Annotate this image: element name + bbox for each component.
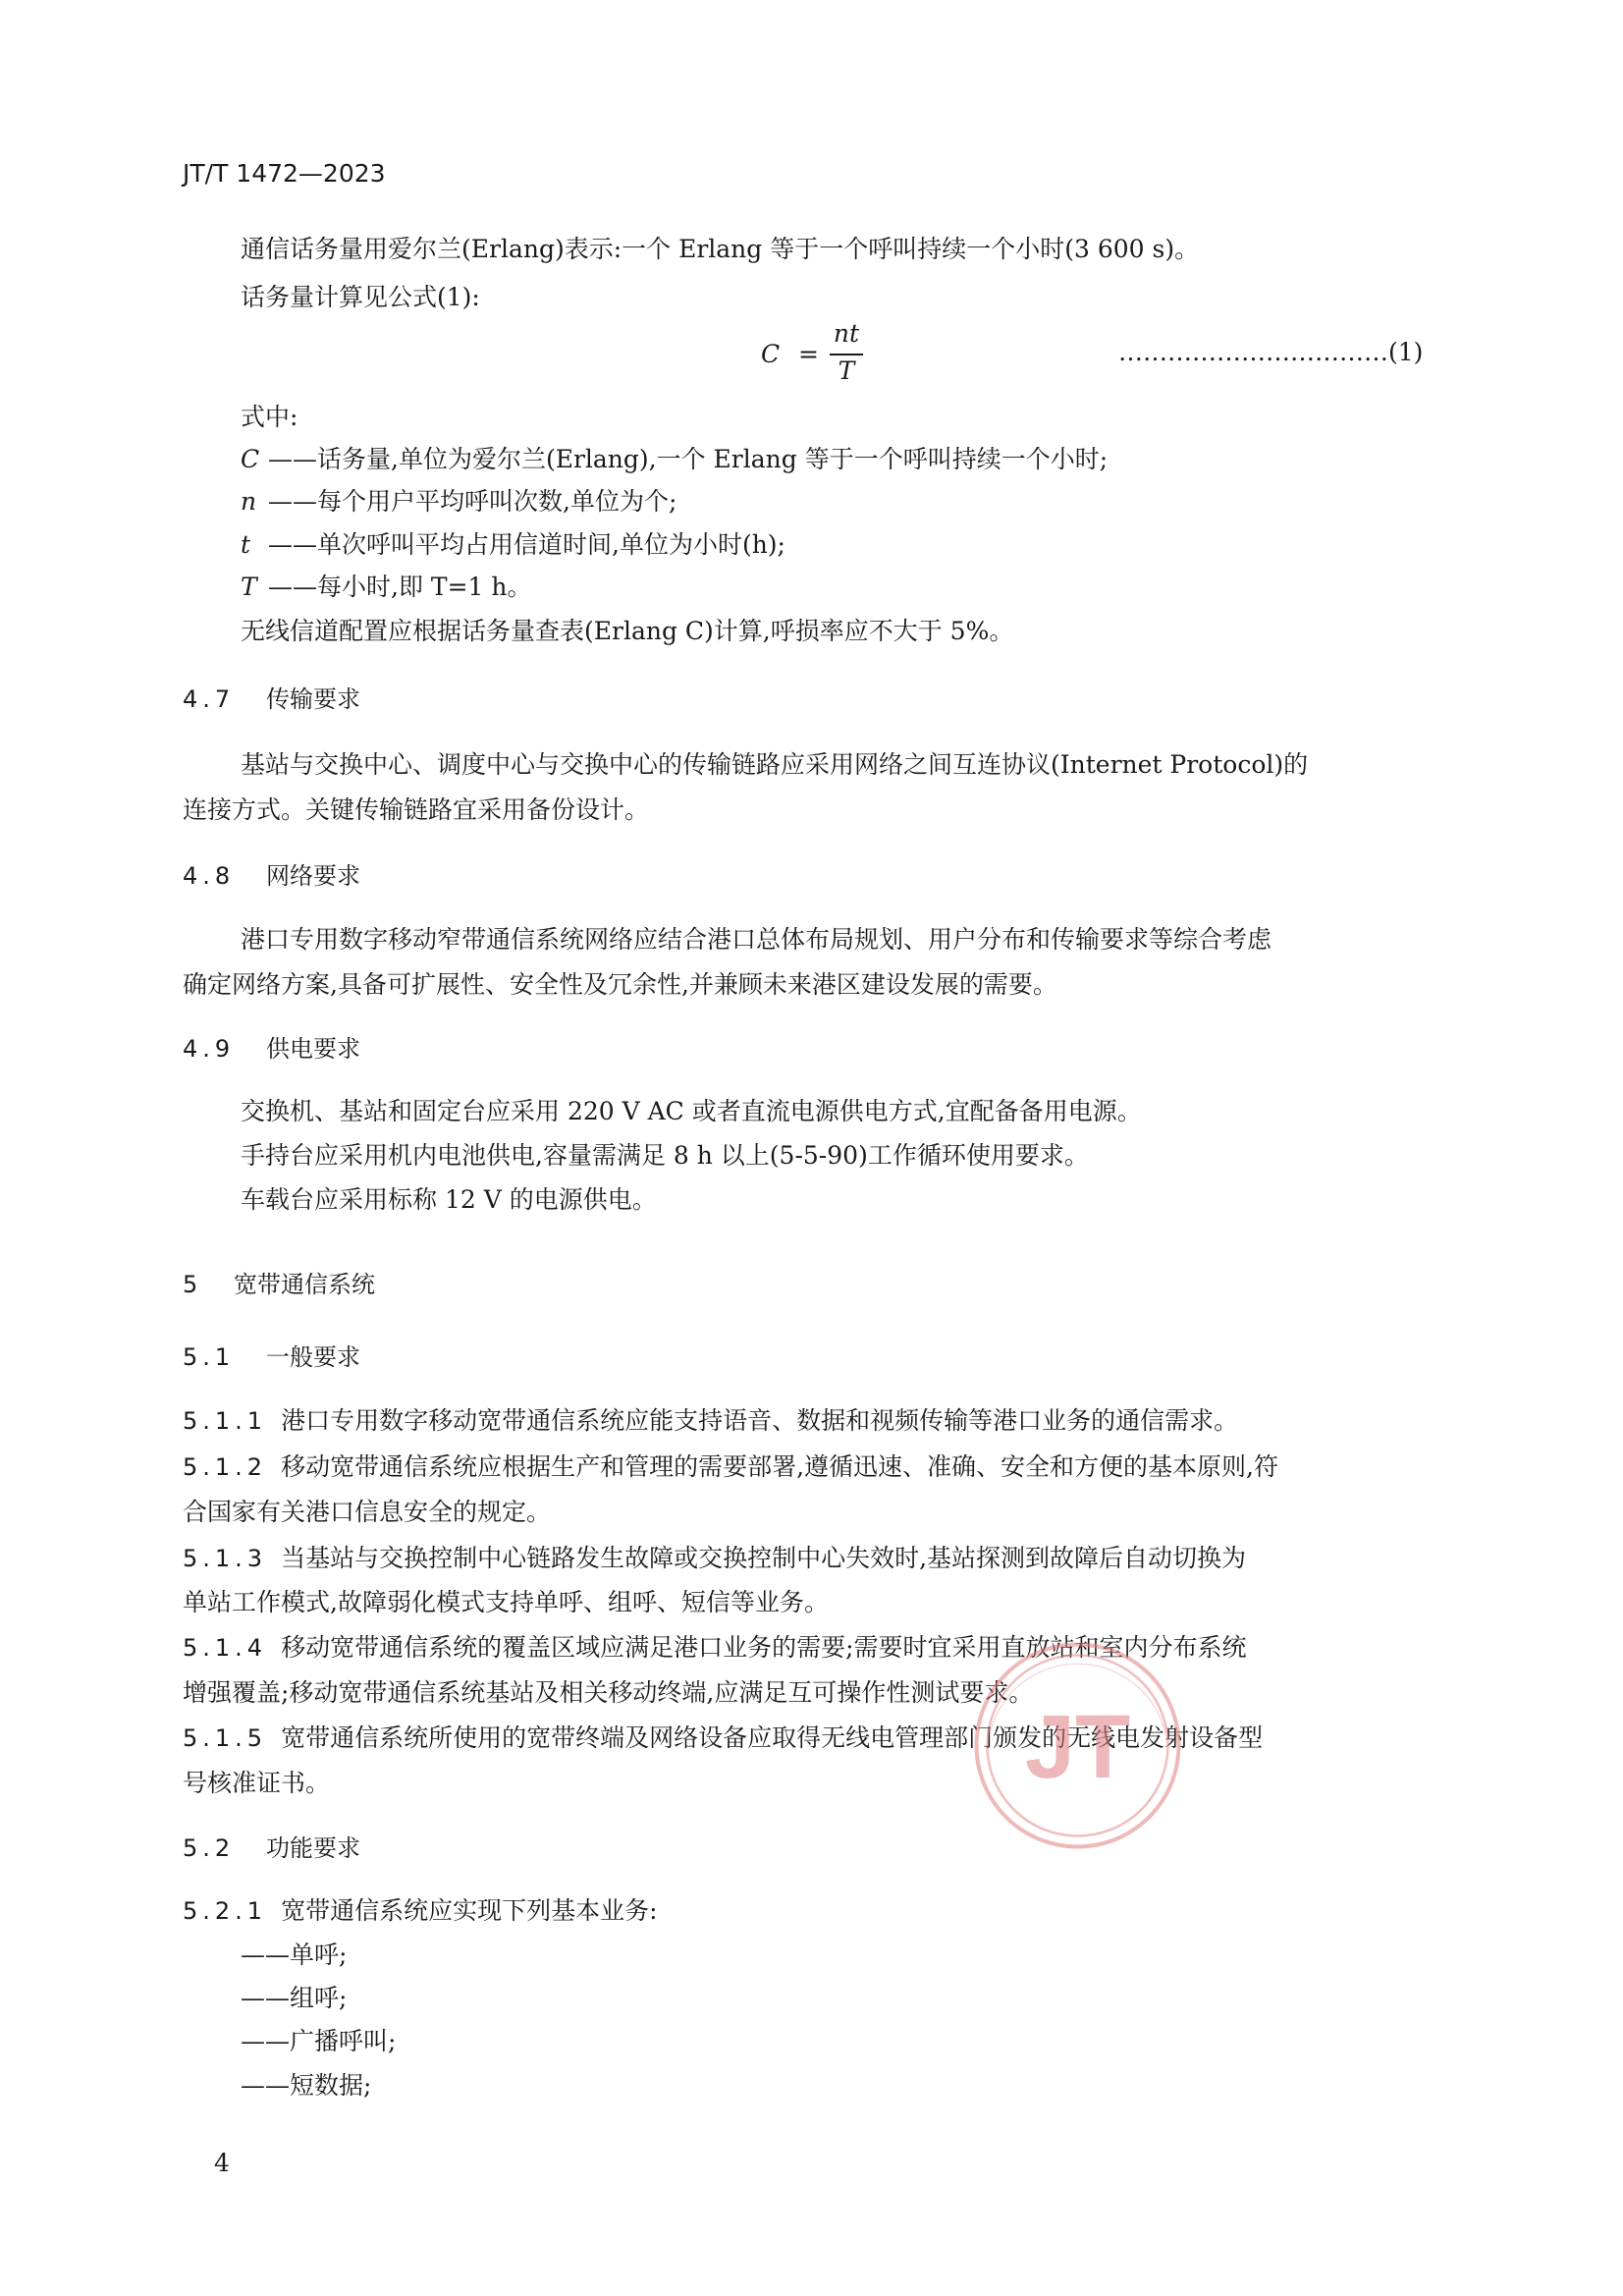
para-4-7-line-2: 连接方式。关键传输链路宜采用备份设计。 [183, 795, 650, 824]
clause-text: 宽带通信系统所使用的宽带终端及网络设备应取得无线电管理部门颁发的无线电发射设备型 [281, 1723, 1264, 1752]
definition: ——每小时,即 T=1 h。 [268, 573, 532, 601]
where-item-n [241, 482, 676, 518]
clause-5-1-5-cont: 号核准证书。 [183, 1769, 331, 1797]
heading-number: 4.9 [183, 1035, 236, 1063]
where-item-T [241, 568, 531, 603]
formula-equals: = [798, 340, 819, 368]
clause-5-2-1 [183, 1891, 658, 1927]
clause-text: 当基站与交换控制中心链路发生故障或交换控制中心失效时,基站探测到故障后自动切换为 [281, 1544, 1247, 1572]
symbol: t [241, 530, 251, 559]
clause-5-1-4-cont: 增强覆盖;移动宽带通信系统基站及相关移动终端,应满足互可操作性测试要求。 [183, 1678, 1034, 1707]
clause-5-1-2-cont: 合国家有关港口信息安全的规定。 [183, 1498, 552, 1526]
clause-number: 5.1.4 [183, 1634, 268, 1662]
service-item: ——组呼; [241, 1984, 348, 2012]
symbol: T [241, 573, 257, 601]
definition: ——单次呼叫平均占用信道时间,单位为小时(h); [268, 530, 785, 559]
heading-title: 宽带通信系统 [234, 1271, 375, 1298]
symbol: n [241, 487, 257, 516]
heading-title: 传输要求 [266, 685, 360, 713]
clause-5-1-2 [183, 1448, 1278, 1483]
fraction-bar [830, 354, 863, 355]
jt-stamp-watermark [972, 1640, 1183, 1851]
heading-title: 网络要求 [266, 862, 360, 890]
heading-4-9 [183, 1029, 360, 1064]
definition: ——话务量,单位为爱尔兰(Erlang),一个 Erlang 等于一个呼叫持续一个小时; [268, 445, 1109, 473]
para-4-7-line-1: 基站与交换中心、调度中心与交换中心的传输链路应采用网络之间互连协议(Internet Protocol)的 [241, 750, 1309, 779]
heading-title: 一般要求 [266, 1343, 360, 1371]
heading-number: 5.2 [183, 1834, 236, 1862]
formula-numerator: nt [833, 319, 860, 348]
heading-5 [183, 1265, 375, 1299]
clause-5-1-3-cont: 单站工作模式,故障弱化模式支持单呼、组呼、短信等业务。 [183, 1588, 829, 1616]
clause-text: 移动宽带通信系统的覆盖区域应满足港口业务的需要;需要时宜采用直放站和室内分布系统 [281, 1633, 1247, 1662]
heading-5-1 [183, 1338, 360, 1372]
where-item-t [241, 525, 785, 561]
formula-1 [761, 319, 869, 388]
channel-config-note: 无线信道配置应根据话务量查表(Erlang C)计算,呼损率应不大于 5%。 [241, 617, 1014, 645]
para-4-9-line-2: 手持台应采用机内电池供电,容量需满足 8 h 以上(5-5-90)工作循环使用要求。 [241, 1141, 1089, 1170]
para-4-9-line-1: 交换机、基站和固定台应采用 220 V AC 或者直流电源供电方式,宜配备备用电源。 [241, 1097, 1142, 1125]
clause-number: 5.1.3 [183, 1545, 268, 1572]
clause-number: 5.1.5 [183, 1724, 268, 1752]
para-4-8-line-1: 港口专用数字移动窄带通信系统网络应结合港口总体布局规划、用户分布和传输要求等综合考虑 [241, 925, 1272, 954]
service-item: ——单呼; [241, 1941, 348, 1969]
heading-4-8 [183, 856, 360, 891]
intro-line-1: 通信话务量用爱尔兰(Erlang)表示:一个 Erlang 等于一个呼叫持续一个小时(3 600 s)。 [241, 235, 1200, 263]
equation-tag: ……………………………(1) [1118, 338, 1424, 366]
heading-5-2 [183, 1829, 360, 1863]
clause-text: 移动宽带通信系统应根据生产和管理的需要部署,遵循迅速、准确、安全和方便的基本原则,符 [281, 1452, 1278, 1481]
clause-number: 5.2.1 [183, 1897, 268, 1925]
heading-number: 4.7 [183, 685, 236, 713]
formula-denominator: T [838, 356, 855, 385]
where-item-c [241, 440, 1108, 475]
heading-title: 供电要求 [266, 1035, 360, 1063]
service-item: ——广播呼叫; [241, 2027, 397, 2055]
heading-number: 5 [183, 1271, 198, 1298]
where-label: 式中: [241, 403, 298, 431]
clause-5-1-3 [183, 1539, 1246, 1574]
para-4-8-line-2: 确定网络方案,具备可扩展性、安全性及冗余性,并兼顾未来港区建设发展的需要。 [183, 970, 1057, 999]
heading-title: 功能要求 [266, 1834, 360, 1862]
clause-text: 宽带通信系统应实现下列基本业务: [281, 1896, 658, 1925]
standard-code: JT/T 1472—2023 [183, 159, 386, 188]
para-4-9-line-3: 车载台应采用标称 12 V 的电源供电。 [241, 1185, 657, 1214]
heading-4-7 [183, 680, 360, 714]
definition: ——每个用户平均呼叫次数,单位为个; [268, 487, 677, 516]
heading-number: 5.1 [183, 1343, 236, 1371]
service-item: ——短数据; [241, 2071, 372, 2100]
stamp-letters: JT [1024, 1697, 1131, 1797]
clause-text: 港口专用数字移动宽带通信系统应能支持语音、数据和视频传输等港口业务的通信需求。 [281, 1406, 1239, 1435]
intro-line-2: 话务量计算见公式(1): [241, 283, 480, 311]
clause-number: 5.1.2 [183, 1453, 268, 1481]
clause-5-1-1 [183, 1401, 1238, 1437]
heading-number: 4.8 [183, 862, 236, 890]
formula-lhs: C [761, 340, 781, 368]
page-number: 4 [214, 2149, 230, 2177]
clause-number: 5.1.1 [183, 1407, 268, 1435]
symbol: C [241, 445, 260, 473]
